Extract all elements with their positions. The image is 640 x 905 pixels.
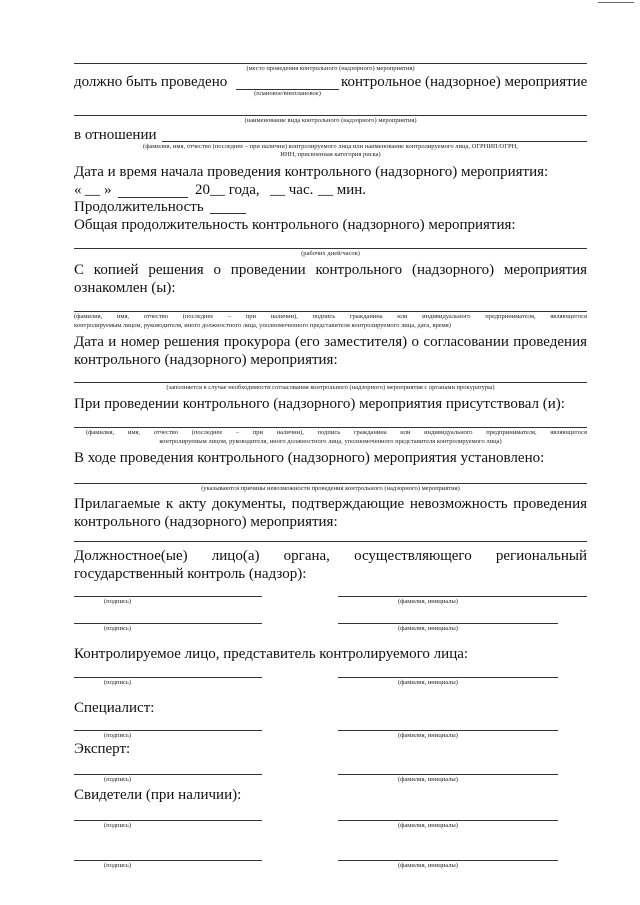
attached-line-1: Прилагаемые к акту документы, подтверждающие невозможность проведения: [74, 496, 587, 512]
total-duration-label: Общая продолжительность контрольного (надзорного) мероприятия:: [74, 217, 516, 233]
witness-2-name-caption: (фамилия, инициалы): [398, 862, 458, 869]
total-duration-line: [74, 248, 587, 249]
prosecutor-line-1: Дата и номер решения прокурора (его заместителя) о согласовании проведения: [74, 334, 587, 350]
official-2-name-line: [338, 623, 558, 624]
established-line: [74, 483, 587, 484]
officials-line-2: государственный контроль (надзор):: [74, 566, 307, 582]
present-caption-2: контролируемым лицом, руководителя, иного должностного лица, уполномоченного представителя контролируемого лица): [159, 438, 502, 445]
specialist-name-line: [338, 730, 558, 731]
present-caption-1: (фамилия, имя, отчество (последнее – при наличии), подпись гражданина или индивидуального предпринимателя, являющегося: [86, 429, 587, 436]
expert-signature-line: [74, 774, 262, 775]
corner-mark: [598, 2, 634, 3]
specialist-signature-line: [74, 730, 262, 731]
datetime-min: __ мин.: [318, 182, 367, 198]
copy-line-2: ознакомлен (ы):: [74, 280, 176, 296]
official-2-signature-caption: (подпись): [104, 625, 131, 632]
person-caption-2: ИНН, присвоенная категория риска): [280, 151, 381, 158]
official-1-signature-line: [74, 596, 262, 597]
control-event-text: контрольное (надзорное) мероприятие: [341, 74, 588, 90]
controlled-signature-line: [74, 677, 262, 678]
datetime-label: Дата и время начала проведения контрольного (надзорного) мероприятия:: [74, 164, 549, 180]
present-line: [74, 427, 587, 428]
prosecutor-line-2: контрольного (надзорного) мероприятия:: [74, 352, 338, 368]
official-1-signature-caption: (подпись): [104, 598, 131, 605]
expert-name-line: [338, 774, 558, 775]
official-2-signature-line: [74, 623, 262, 624]
controlled-signature-caption: (подпись): [104, 679, 131, 686]
person-caption-1: (фамилия, имя, отчество (последнее – при наличии) контролируемого лица или наименование контролируемого лица, ОГРНИП/ОГРН,: [143, 143, 518, 150]
place-caption: (место проведения контрольного (надзорного) мероприятия): [246, 65, 415, 72]
signer-caption-1: (фамилия, имя, отчество (последнее – при наличии), подпись гражданина или индивидуального предпринимателя, являющегося: [74, 313, 587, 320]
officials-line-1: Должностное(ые) лицо(а) органа, осуществляющего региональный: [74, 548, 587, 564]
duration-label: Продолжительность: [74, 199, 204, 215]
must-be-text: должно быть проведено: [74, 74, 228, 90]
official-1-name-caption: (фамилия, инициалы): [398, 598, 458, 605]
datetime-day-blank: __: [85, 182, 100, 198]
prosecutor-line: [74, 382, 587, 383]
kind-caption: (наименование вида контрольного (надзорного) мероприятия): [244, 117, 417, 124]
expert-label: Эксперт:: [74, 741, 131, 757]
reasons-caption: (указываются причины невозможности проведения контрольного (надзорного) мероприятия): [201, 485, 460, 492]
witness-2-signature-line: [74, 860, 262, 861]
official-1-name-line: [338, 596, 587, 597]
expert-signature-caption: (подпись): [104, 776, 131, 783]
witness-1-name-caption: (фамилия, инициалы): [398, 822, 458, 829]
kind-line: [74, 115, 587, 116]
witness-1-name-line: [338, 820, 558, 821]
datetime-month-line: [118, 197, 188, 198]
witness-2-name-line: [338, 860, 558, 861]
duration-line: [210, 213, 246, 214]
established-label: В ходе проведения контрольного (надзорного) мероприятия установлено:: [74, 450, 545, 466]
attached-line-2: контрольного (надзорного) мероприятия:: [74, 514, 338, 530]
expert-name-caption: (фамилия, инициалы): [398, 776, 458, 783]
signer-line: [74, 311, 587, 312]
controlled-name-line: [338, 677, 558, 678]
workdays-caption: (рабочих дней/часов): [301, 250, 360, 257]
controlled-label: Контролируемое лицо, представитель контролируемого лица:: [74, 646, 469, 662]
in-relation-line: [162, 141, 587, 142]
witnesses-label: Свидетели (при наличии):: [74, 787, 242, 803]
specialist-signature-caption: (подпись): [104, 732, 131, 739]
witness-2-signature-caption: (подпись): [104, 862, 131, 869]
prosecutor-caption: (заполняется в случае необходимости согласования контрольного (надзорного) мероприятия с органами прокуратуры): [166, 384, 495, 391]
in-relation-text: в отношении: [74, 127, 157, 143]
datetime-hour: __ час.: [270, 182, 314, 198]
controlled-name-caption: (фамилия, инициалы): [398, 679, 458, 686]
datetime-quote-close: »: [104, 182, 112, 198]
witness-1-signature-caption: (подпись): [104, 822, 131, 829]
datetime-year: 20__ года,: [195, 182, 260, 198]
specialist-label: Специалист:: [74, 700, 155, 716]
official-2-name-caption: (фамилия, инициалы): [398, 625, 458, 632]
witness-1-signature-line: [74, 820, 262, 821]
copy-line-1: С копией решения о проведении контрольного (надзорного) мероприятия: [74, 262, 587, 278]
attached-line: [74, 541, 587, 542]
signer-caption-2: контролируемым лицом, руководителя, иного должностного лица, уполномоченного представителя контролируемого лица, дата, время): [74, 322, 451, 329]
datetime-quote-open: «: [74, 182, 82, 198]
present-label: При проведении контрольного (надзорного) мероприятия присутствовал (и):: [74, 396, 565, 412]
place-line: [74, 63, 587, 64]
specialist-name-caption: (фамилия, инициалы): [398, 732, 458, 739]
planned-caption: (плановое/внеплановое): [254, 90, 321, 97]
